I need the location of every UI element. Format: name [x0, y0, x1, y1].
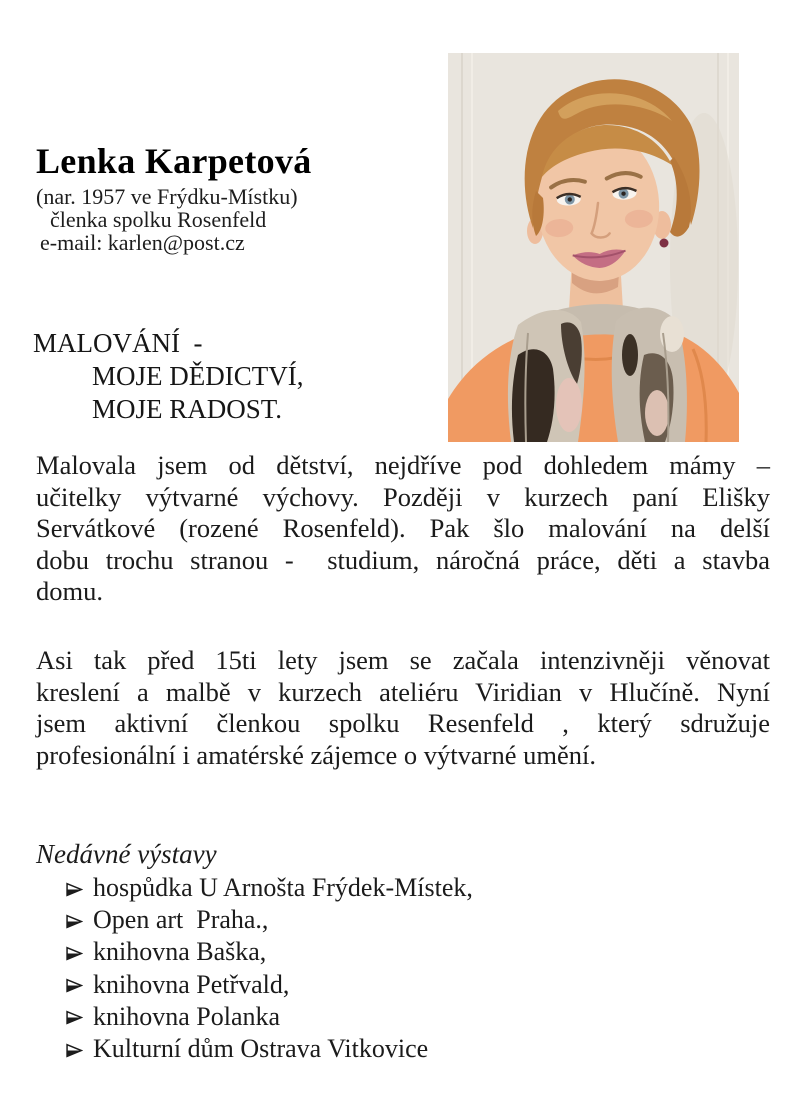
- list-item: [36, 872, 473, 904]
- bio-paragraph-2: [36, 645, 770, 771]
- text-line: kreslení a malbě v kurzech ateliéru Viridian v Hlučíně. Nyní: [36, 676, 770, 707]
- title-line-2: MOJE DĚDICTVÍ,: [92, 361, 304, 391]
- list-item: [36, 969, 473, 1001]
- list-item: [36, 1033, 473, 1065]
- list-item: [36, 1001, 473, 1033]
- section-title-malovani: [33, 327, 303, 426]
- exhibitions-list: [36, 872, 473, 1065]
- bio-paragraph-1: [36, 450, 770, 608]
- exhibition-item-label: Open art Praha.,: [93, 905, 269, 935]
- arrow-bullet-icon: [66, 1042, 83, 1059]
- portrait-photo: [448, 53, 739, 442]
- title-line-3: MOJE RADOST.: [92, 394, 283, 424]
- text-line: Asi tak před 15ti lety jsem se začala intenzivněji věnovat: [36, 645, 770, 675]
- exhibition-item-label: knihovna Baška,: [93, 937, 267, 967]
- exhibition-item-label: knihovna Petřvald,: [93, 969, 290, 999]
- text-line: Malovala jsem od dětství, nejdříve pod dohledem mámy –: [36, 450, 770, 480]
- birth-info: (nar. 1957 ve Frýdku-Místku): [36, 184, 298, 210]
- text-line: profesionální i amatérské zájemce o výtvarné umění.: [36, 739, 596, 770]
- text-line: jsem aktivní členkou spolku Resenfeld , který sdružuje: [36, 708, 770, 738]
- arrow-bullet-icon: [66, 977, 83, 994]
- list-item: [36, 936, 473, 968]
- portrait-photo-image: [448, 53, 739, 442]
- exhibition-item-label: Kulturní dům Ostrava Vitkovice: [93, 1034, 429, 1064]
- header-block: [36, 141, 312, 254]
- arrow-bullet-icon: [66, 945, 83, 962]
- photo-earring: [660, 239, 669, 248]
- exhibition-item-label: knihovna Polanka: [93, 1001, 281, 1031]
- exhibitions-section: [36, 838, 473, 1065]
- membership-info: členka spolku Rosenfeld: [50, 207, 267, 233]
- email-info: e-mail: karlen@post.cz: [40, 230, 245, 256]
- text-line: domu.: [36, 576, 103, 606]
- arrow-bullet-icon: [66, 1009, 83, 1026]
- text-line: Servátkové (rozené Rosenfeld). Pak šlo malování na delší: [36, 513, 770, 543]
- exhibition-item-label: hospůdka U Arnošta Frýdek-Místek,: [93, 873, 473, 903]
- list-item: [36, 904, 473, 936]
- exhibitions-heading: Nedávné výstavy: [36, 839, 217, 869]
- title-line-1: MALOVÁNÍ -: [33, 328, 203, 358]
- person-name: Lenka Karpetová: [36, 141, 312, 181]
- text-line: dobu trochu stranou - studium, náročná práce, děti a stavba: [36, 544, 770, 575]
- arrow-bullet-icon: [66, 881, 83, 898]
- arrow-bullet-icon: [66, 913, 83, 930]
- text-line: učitelky výtvarné výchovy. Později v kurzech paní Elišky: [36, 481, 770, 512]
